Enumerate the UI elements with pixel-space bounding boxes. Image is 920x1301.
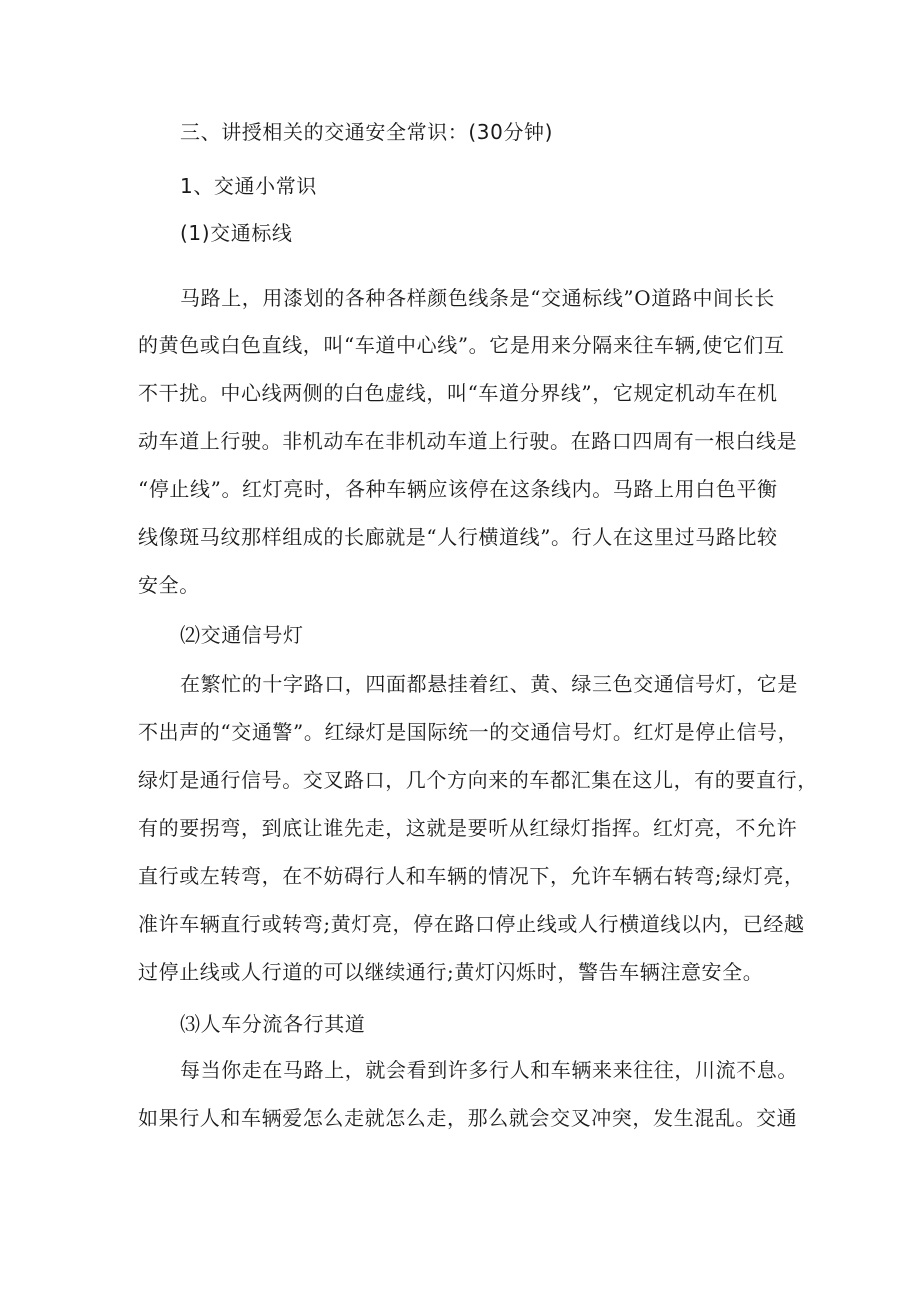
paragraph-line: 如果行人和车辆爱怎么走就怎么走，那么就会交叉冲突，发生混乱。交通: [138, 1106, 798, 1130]
paragraph-line: 的黄色或白色直线，叫“车道中心线”。它是用来分隔来往车辆,使它们互: [138, 333, 785, 357]
paragraph-line: 每当你走在马路上，就会看到许多行人和车辆来来往往，川流不息。: [180, 1058, 798, 1082]
paragraph-line: 安全。: [138, 573, 200, 597]
paragraph-line: “停止线”。红灯亮时，各种车辆应该停在这条线内。马路上用白色平衡: [138, 477, 778, 501]
subsection-heading: 1、交通小常识: [180, 174, 317, 198]
paragraph-line: 绿灯是通行信号。交叉路口，几个方向来的车都汇集在这儿，有的要直行，: [138, 768, 818, 792]
section-heading: 三、讲授相关的交通安全常识：(30分钟): [180, 120, 554, 144]
item-heading-3: ⑶人车分流各行其道: [180, 1012, 366, 1036]
item-heading-1: (1)交通标线: [180, 221, 293, 245]
paragraph-line: 直行或左转弯，在不妨碍行人和车辆的情况下，允许车辆右转弯;绿灯亮，: [138, 864, 805, 888]
item-heading-2: ⑵交通信号灯: [180, 623, 304, 647]
paragraph-line: 过停止线或人行道的可以继续通行;黄灯闪烁时，警告车辆注意安全。: [138, 960, 764, 984]
paragraph-line: 动车道上行驶。非机动车在非机动车道上行驶。在路口四周有一根白线是: [138, 429, 798, 453]
paragraph-line: 不出声的“交通警”。红绿灯是国际统一的交通信号灯。红灯是停止信号，: [138, 720, 799, 744]
paragraph-line: 有的要拐弯，到底让谁先走，这就是要听从红绿灯指挥。红灯亮，不允许: [138, 816, 798, 840]
paragraph-line: 准许车辆直行或转弯;黄灯亮，停在路口停止线或人行横道线以内，已经越: [138, 912, 805, 936]
paragraph-line: 不干扰。中心线两侧的白色虚线，叫“车道分界线”，它规定机动车在机: [138, 381, 778, 405]
paragraph-line: 线像斑马纹那样组成的长廊就是“人行横道线”。行人在这里过马路比较: [138, 525, 778, 549]
paragraph-line: 在繁忙的十字路口，四面都悬挂着红、黄、绿三色交通信号灯，它是: [180, 672, 798, 696]
paragraph-line: 马路上，用漆划的各种各样颜色线条是“交通标线”O道路中间长长: [180, 286, 775, 310]
